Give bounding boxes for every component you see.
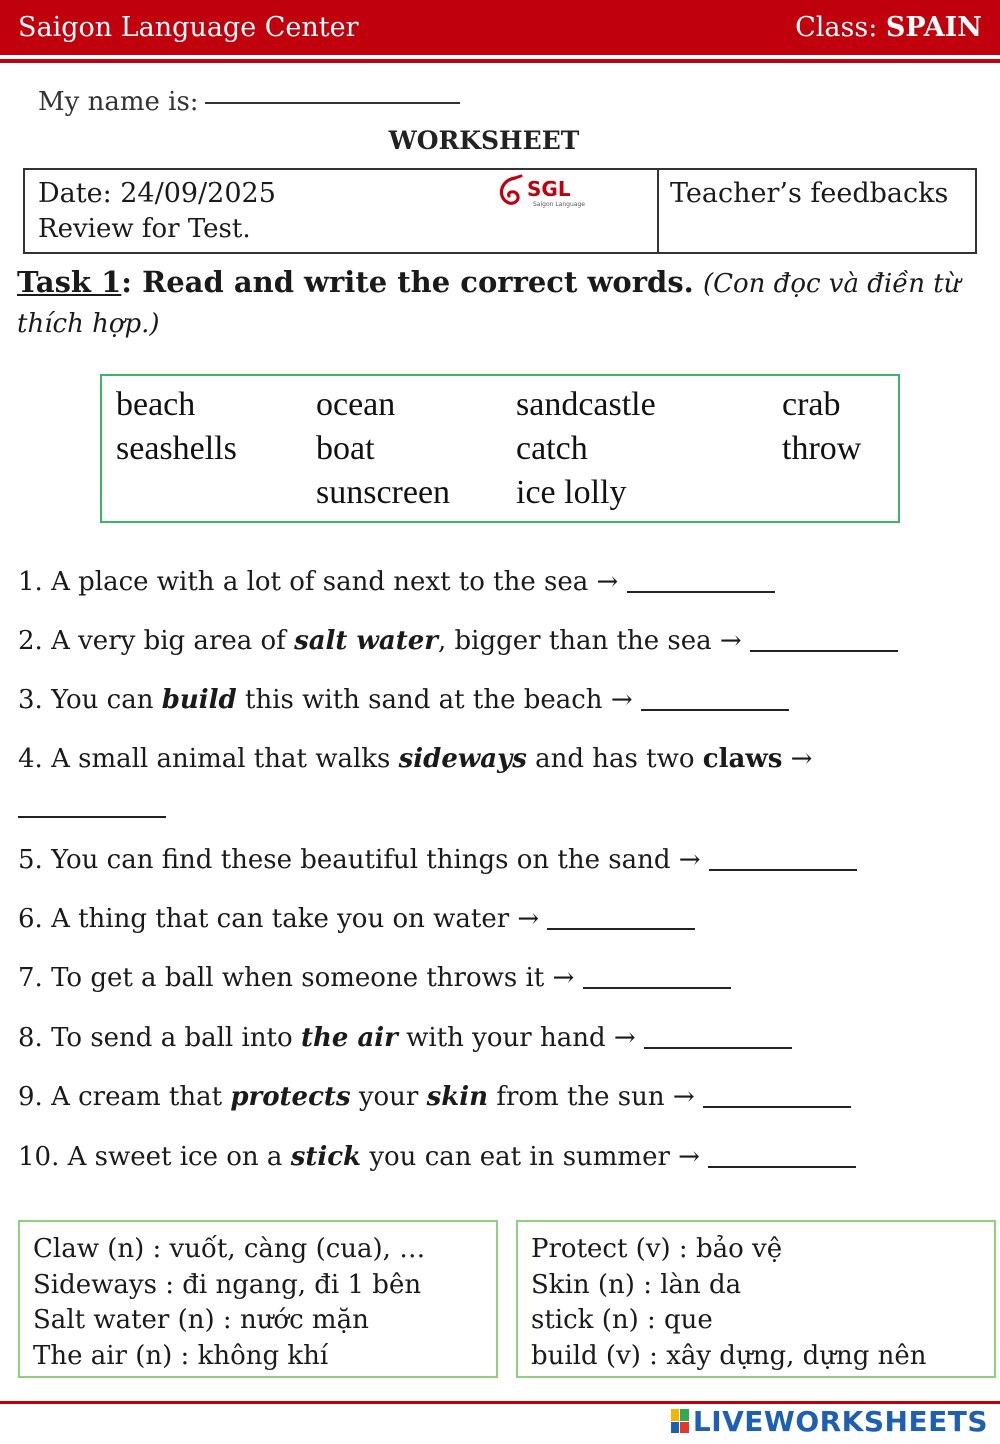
question-keyword: stick — [290, 1142, 362, 1172]
logo-subtext: Saigon Language — [533, 201, 585, 208]
question-text: and has two — [526, 744, 703, 774]
center-name: Saigon Language Center — [18, 12, 359, 43]
header-bar — [0, 0, 1000, 55]
liveworksheets-logo[interactable] — [671, 1406, 988, 1436]
question-text: you can eat in summer → — [361, 1142, 709, 1172]
question-text: 5. You can find these beautiful things on the sand → — [18, 845, 709, 875]
info-box — [23, 168, 977, 254]
review-text: Review for Test. — [38, 214, 251, 244]
glossary-entry: Skin (n) : làn da — [531, 1269, 742, 1300]
task-instruction: : Read and write the correct words. — [121, 265, 694, 299]
question-item — [18, 685, 789, 715]
class-label: Class: — [795, 12, 878, 43]
answer-blank[interactable] — [708, 1166, 856, 1168]
question-text: 4. A small animal that walks — [18, 744, 399, 774]
word-bank-item: ice lolly — [516, 474, 627, 511]
task-heading — [17, 263, 992, 343]
answer-blank[interactable] — [641, 709, 789, 711]
question-text: 8. To send a ball into — [18, 1023, 301, 1053]
name-line — [38, 87, 460, 117]
answer-blank[interactable] — [750, 650, 898, 652]
answer-blank[interactable] — [18, 816, 166, 818]
liveworksheets-text: LIVEWORKSHEETS — [692, 1404, 988, 1438]
word-bank — [100, 374, 900, 523]
word-bank-item: throw — [782, 430, 862, 467]
glossary-entry: Sideways : đi ngang, đi 1 bên — [33, 1269, 422, 1300]
question-text: this with sand at the beach → — [236, 685, 641, 715]
question-text: 3. You can — [18, 685, 162, 715]
question-text: , bigger than the sea → — [437, 626, 750, 656]
word-bank-item: sandcastle — [516, 386, 656, 423]
question-text: → — [782, 744, 813, 774]
answer-blank[interactable] — [627, 591, 775, 593]
word-bank-item: seashells — [116, 430, 237, 467]
glossary-left — [18, 1220, 498, 1378]
question-keyword: salt water — [294, 626, 438, 656]
word-bank-item: sunscreen — [316, 474, 451, 511]
question-keyword: build — [161, 685, 237, 715]
question-text: 6. A thing that can take you on water → — [18, 904, 548, 934]
question-text: from the sun → — [488, 1082, 703, 1112]
question-text: 2. A very big area of — [18, 626, 295, 656]
question-keyword: sideways — [398, 744, 527, 774]
question-item — [18, 626, 898, 656]
question-item — [18, 1082, 851, 1112]
task-note: (Con đọc và điền từ thích hợp.) — [17, 269, 961, 339]
name-label: My name is: — [38, 87, 199, 117]
question-keyword: protects — [230, 1082, 351, 1112]
answer-blank[interactable] — [583, 987, 731, 989]
date-text: Date: 24/09/2025 — [38, 178, 276, 209]
name-blank[interactable] — [205, 102, 460, 104]
question-item — [18, 904, 695, 934]
question-item — [18, 744, 812, 774]
liveworksheets-icon — [671, 1409, 689, 1433]
question-item — [18, 845, 857, 875]
question-text: with your hand → — [397, 1023, 644, 1053]
glossary-entry: Salt water (n) : nước mặn — [33, 1305, 369, 1335]
glossary-entry: The air (n) : không khí — [33, 1340, 329, 1371]
teacher-feedback-label: Teacher’s feedbacks — [670, 178, 949, 209]
question-text: 1. A place with a lot of sand next to the sea → — [18, 567, 627, 597]
word-bank-item: beach — [116, 386, 196, 423]
glossary-entry: Claw (n) : vuốt, càng (cua), … — [33, 1234, 426, 1264]
word-bank-item: crab — [782, 386, 841, 423]
question-text: 9. A cream that — [18, 1082, 231, 1112]
answer-blank[interactable] — [703, 1106, 851, 1108]
header-rule — [0, 59, 1000, 63]
task-label: Task 1 — [17, 265, 122, 299]
question-keyword: claws — [702, 744, 783, 774]
worksheet-title: WORKSHEET — [388, 126, 580, 155]
answer-blank[interactable] — [644, 1047, 792, 1049]
logo-text: SGL — [527, 177, 571, 201]
question-text: 10. A sweet ice on a — [18, 1142, 291, 1172]
sgl-logo — [495, 174, 595, 210]
class-info — [795, 12, 982, 43]
class-value: SPAIN — [885, 12, 982, 43]
glossary-entry: build (v) : xây dựng, dựng nên — [531, 1340, 927, 1371]
question-item — [18, 1023, 792, 1053]
question-text: your — [350, 1082, 427, 1112]
question-keyword: skin — [426, 1082, 489, 1112]
question-item — [18, 567, 775, 597]
word-bank-item: ocean — [316, 386, 396, 423]
question-item — [18, 963, 731, 993]
question-text: 7. To get a ball when someone throws it → — [18, 963, 583, 993]
info-left-cell — [25, 170, 659, 252]
question-item-continued — [18, 792, 166, 822]
question-keyword: the air — [300, 1023, 398, 1053]
answer-blank[interactable] — [709, 869, 857, 871]
question-item — [18, 1142, 856, 1172]
glossary-entry: stick (n) : que — [531, 1305, 713, 1335]
glossary-entry: Protect (v) : bảo vệ — [531, 1234, 783, 1264]
word-bank-item: catch — [516, 430, 588, 467]
answer-blank[interactable] — [547, 928, 695, 930]
glossary-right — [516, 1220, 996, 1378]
word-bank-item: boat — [316, 430, 375, 467]
